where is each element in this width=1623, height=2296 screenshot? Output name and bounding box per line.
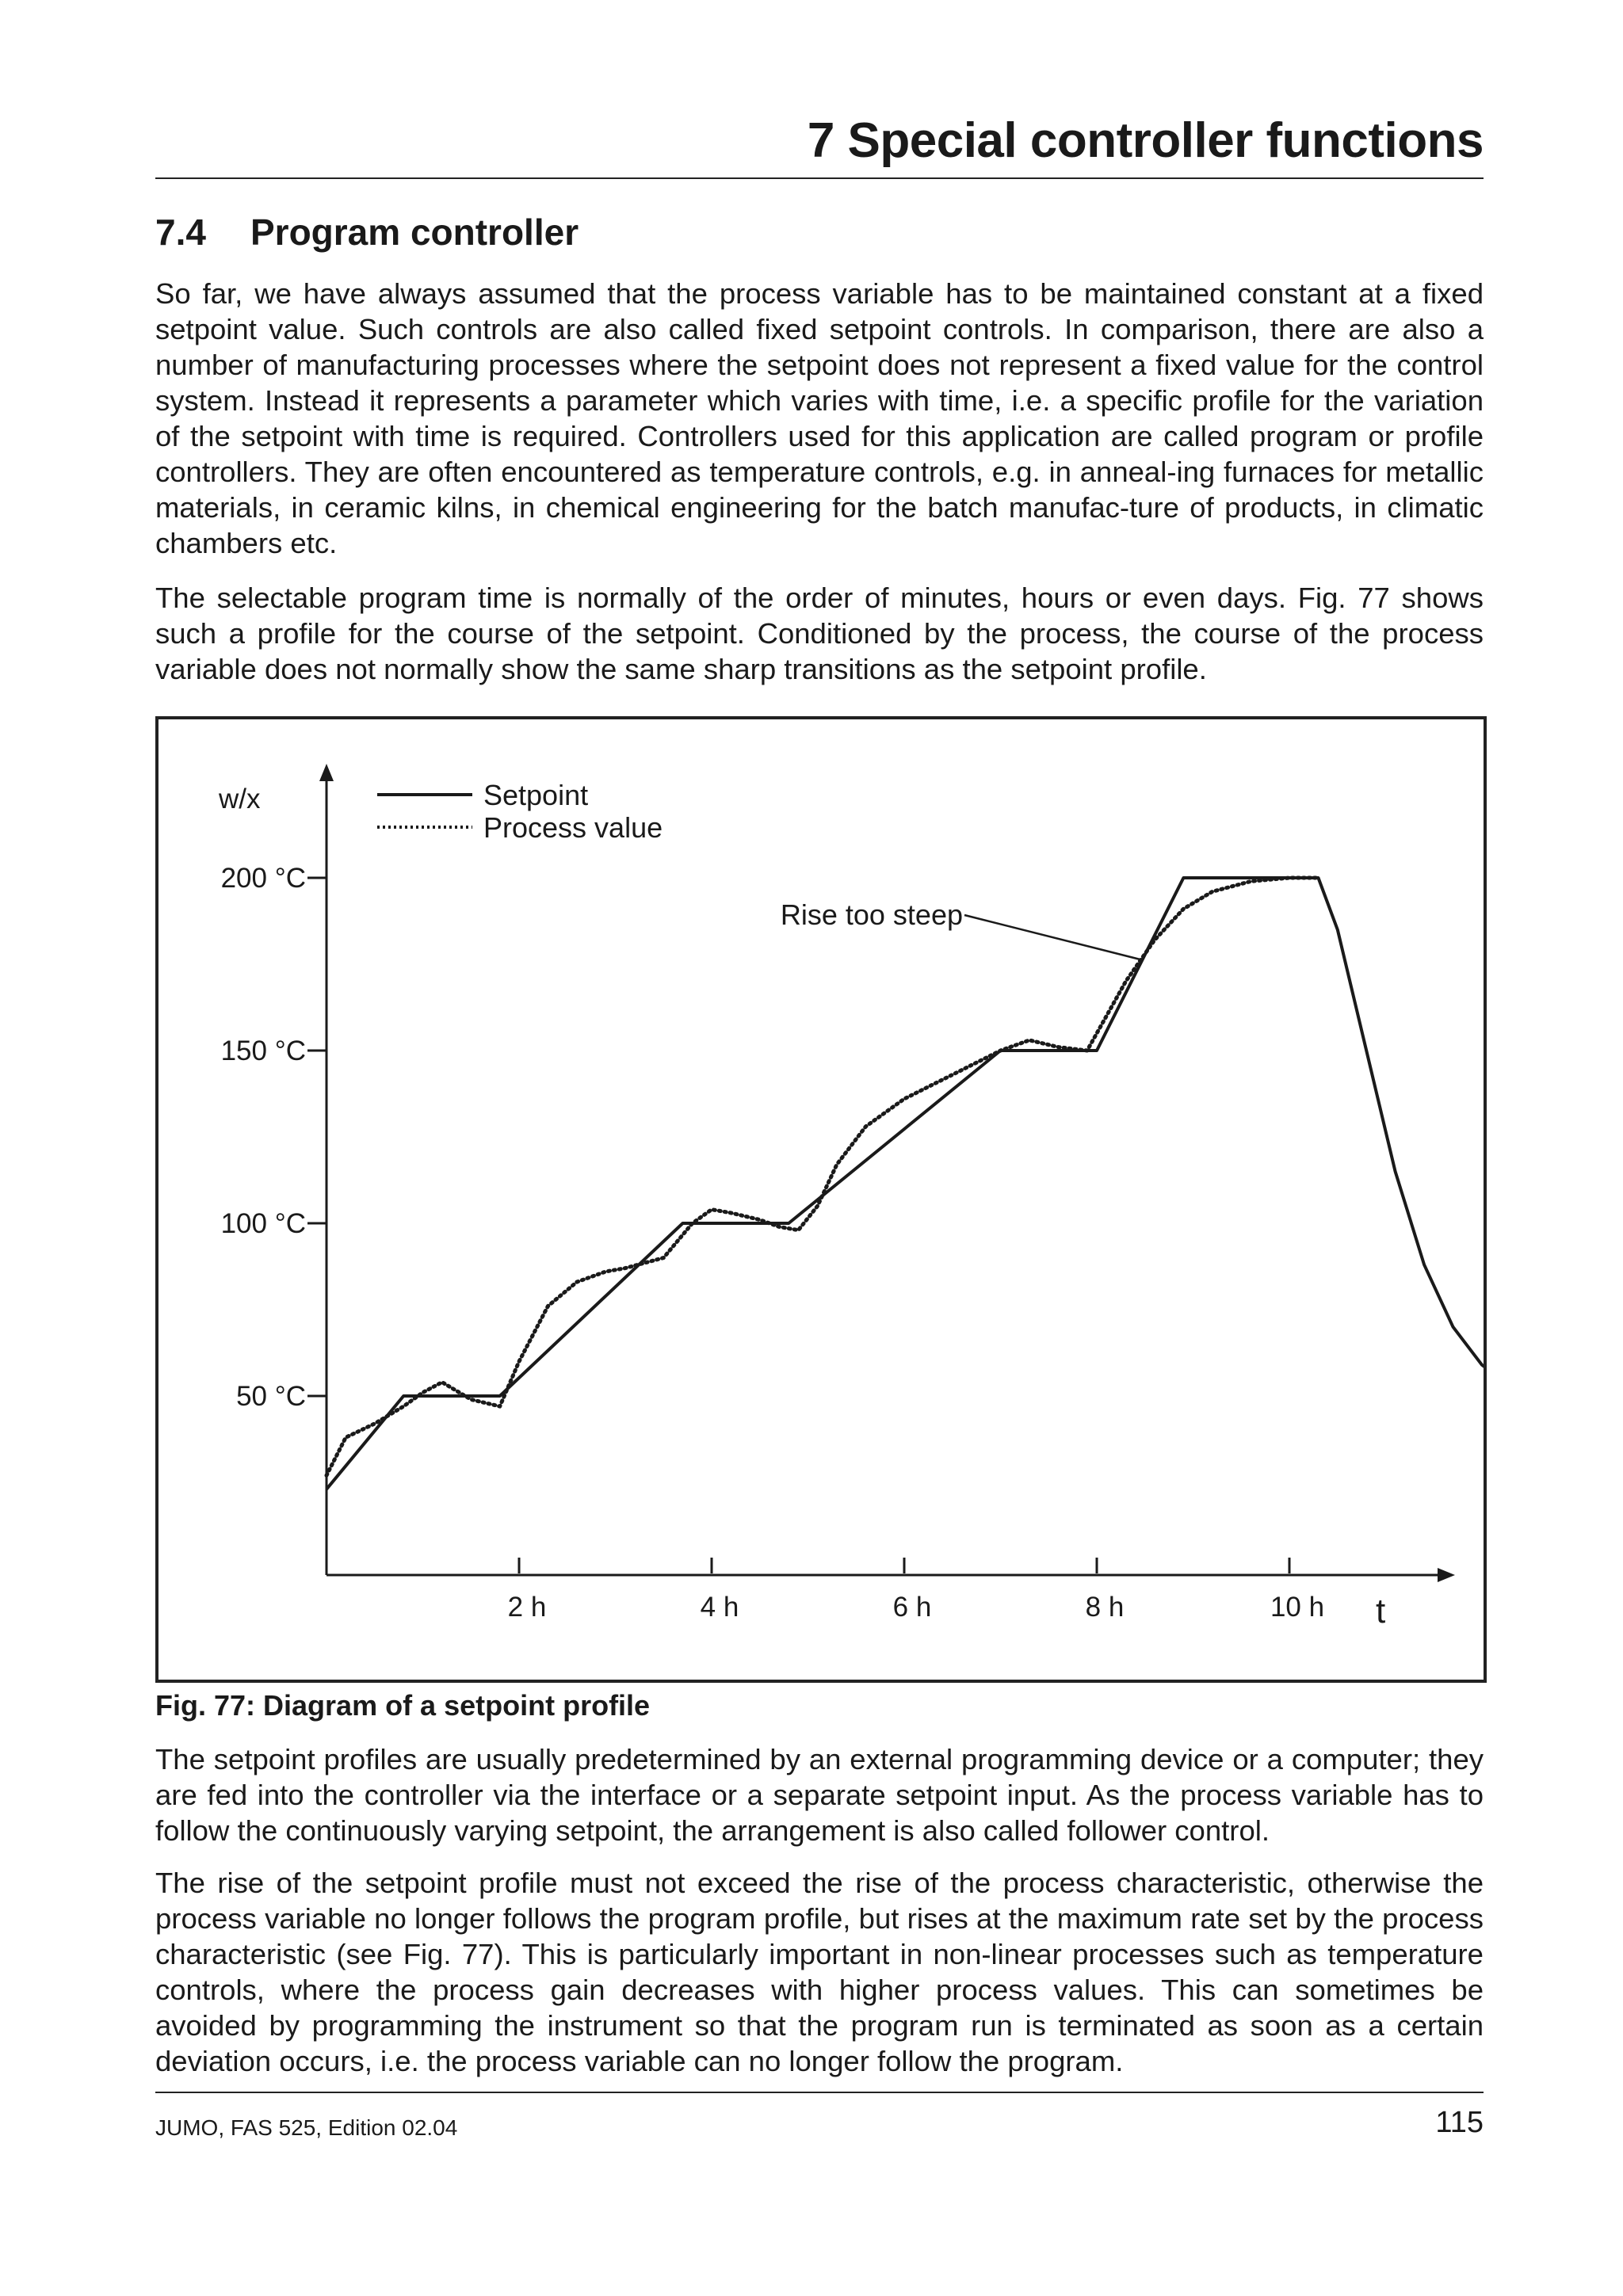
x-tick-label: 6 h: [892, 1592, 932, 1623]
chapter-title: 7 Special controller functions: [807, 113, 1484, 168]
x-tick-label: 8 h: [1085, 1592, 1125, 1623]
paragraph-follower-control: The setpoint profiles are usually predetermined by an external programming device or a computer; they are fed into the controller via the interface or a separate setpoint input. As the process variable has to follow the continuously varying setpoint, the arrangement is also called follower control.: [155, 1743, 1484, 1847]
figure-frame: [155, 716, 1487, 1683]
y-tick-label: 100 °C: [220, 1208, 306, 1239]
x-tick-label: 10 h: [1270, 1592, 1325, 1623]
header-rule: [155, 177, 1484, 179]
setpoint-profile-chart: [158, 719, 1484, 1680]
x-tick-label: 2 h: [507, 1592, 547, 1623]
y-tick-label: 150 °C: [220, 1035, 306, 1066]
x-axis-label: t: [1376, 1592, 1386, 1630]
paragraph-intro: So far, we have always assumed that the process variable has to be maintained constant at a fixed setpoint value. Such controls are also called fixed setpoint controls. In comparison, there are also a number of manufacturing processes where the setpoint does not represent a fixed value for the control system. Instead it represents a parameter which varies with time, i.e. a specific profile for the variation of the setpoint with time is required. Controllers used for this application are called program or profile controllers. They are often encountered as temperature controls, e.g. in anneal-ing furnaces for metallic materials, in ceramic kilns, in chemical engineering for the batch manufac-ture of products, in climatic chambers etc.: [155, 277, 1484, 559]
section-title: Program controller: [250, 212, 579, 253]
section-heading: [155, 211, 579, 254]
y-tick-label: 50 °C: [236, 1381, 306, 1412]
chart-axes: [218, 764, 1455, 1630]
paragraph-rise-limit: The rise of the setpoint profile must not exceed the rise of the process characteristic, otherwise the process variable no longer follows the program profile, but rises at the maximum rate set by the process characteristic (see Fig. 77). This is particularly important in non-linear processes such as temperature controls, where the process gain decreases with higher process values. This can sometimes be avoided by programming the instrument so that the program run is terminated as soon as a certain deviation occurs, i.e. the process variable can no longer follow the program.: [155, 1867, 1484, 2077]
paragraph-program-time: The selectable program time is normally of the order of minutes, hours or even days. Fig. 77 shows such a profile for the course of the setpoint. Conditioned by the process, the course of the process variable does not normally show the same sharp transitions as the setpoint profile.: [155, 582, 1484, 685]
legend-setpoint-label: Setpoint: [483, 779, 589, 811]
x-axis-arrow: [1438, 1568, 1455, 1582]
footer-rule: [155, 2092, 1484, 2093]
annotation-leader: [964, 915, 1140, 959]
y-tick-label: 200 °C: [220, 863, 306, 894]
process-value-line: [327, 878, 1319, 1475]
footer-edition: JUMO, FAS 525, Edition 02.04: [155, 2115, 458, 2140]
y-axis-label: w/x: [219, 784, 261, 814]
y-axis-arrow: [319, 764, 334, 781]
setpoint-line: [327, 878, 1484, 1489]
section-number: 7.4: [155, 212, 206, 253]
annotation-rise-too-steep: Rise too steep: [780, 898, 963, 931]
legend-process-label: Process value: [483, 811, 663, 844]
figure-caption: Fig. 77: Diagram of a setpoint profile: [155, 1689, 651, 1722]
x-tick-label: 4 h: [700, 1592, 739, 1623]
page-number: 115: [1435, 2106, 1484, 2139]
